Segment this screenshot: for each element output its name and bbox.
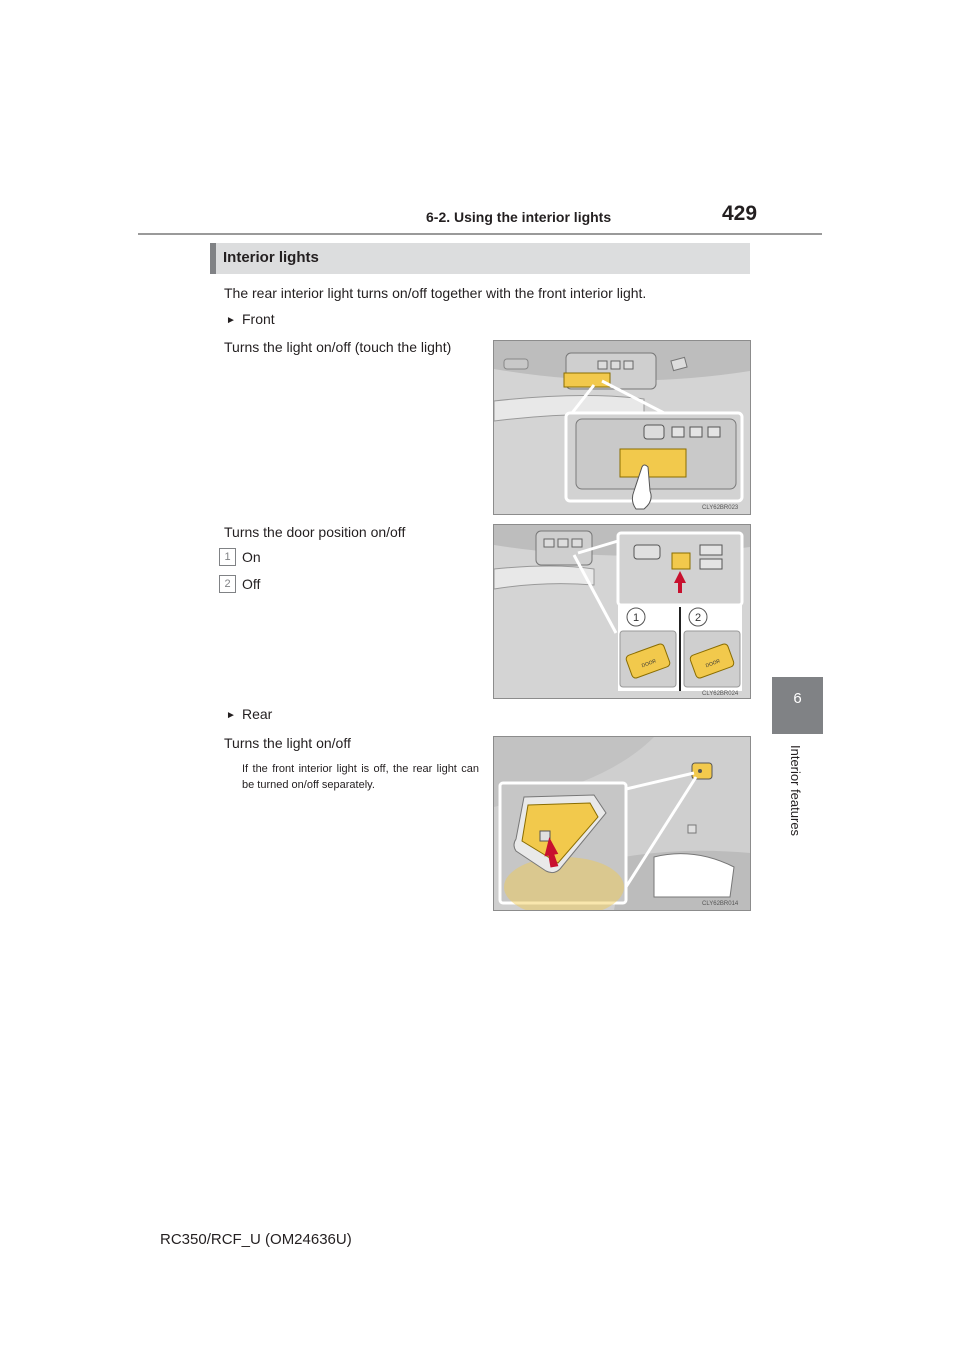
option-label-on: On xyxy=(242,549,261,565)
running-header-title: 6-2. Using the interior lights xyxy=(426,209,612,225)
callout-1: 1 xyxy=(632,612,640,624)
option-number-1: 1 xyxy=(219,548,236,566)
section-intro: The rear interior light turns on/off together with the front interior light. xyxy=(224,285,647,301)
chapter-number: 6 xyxy=(793,690,802,707)
page-number: 429 xyxy=(722,202,758,225)
rear-note: If the front interior light is off, the rear light can be turned on/off separately. xyxy=(242,763,479,791)
option-label-off: Off xyxy=(242,576,261,592)
figure-front-light xyxy=(493,340,751,515)
figure-code-1: CLY62BR023 xyxy=(702,505,739,511)
option-number-2: 2 xyxy=(219,575,236,593)
front-heading: Front xyxy=(242,311,275,327)
bullet-triangle-icon: ► xyxy=(226,315,236,326)
figure-door-switch xyxy=(493,524,751,699)
front-door-text: Turns the door position on/off xyxy=(224,524,406,540)
rear-heading: Rear xyxy=(242,706,273,722)
footer-model: RC350/RCF_U (OM24636U) xyxy=(160,1231,352,1248)
chapter-title: Interior features xyxy=(788,745,803,837)
callout-2: 2 xyxy=(694,612,702,624)
section-title: Interior lights xyxy=(223,249,319,266)
figure-code-2: CLY62BR024 xyxy=(702,691,739,697)
figure-code-3: CLY62BR014 xyxy=(702,901,739,907)
door-icon-label-2: DOOR xyxy=(704,658,722,670)
rear-light-text: Turns the light on/off xyxy=(224,735,351,751)
figure-rear-light xyxy=(493,736,751,911)
section-heading-accent xyxy=(210,243,216,274)
front-light-text: Turns the light on/off (touch the light) xyxy=(224,339,452,355)
door-icon-label-1: DOOR xyxy=(640,658,658,670)
header-rule xyxy=(138,233,822,235)
bullet-triangle-icon: ► xyxy=(226,710,236,721)
